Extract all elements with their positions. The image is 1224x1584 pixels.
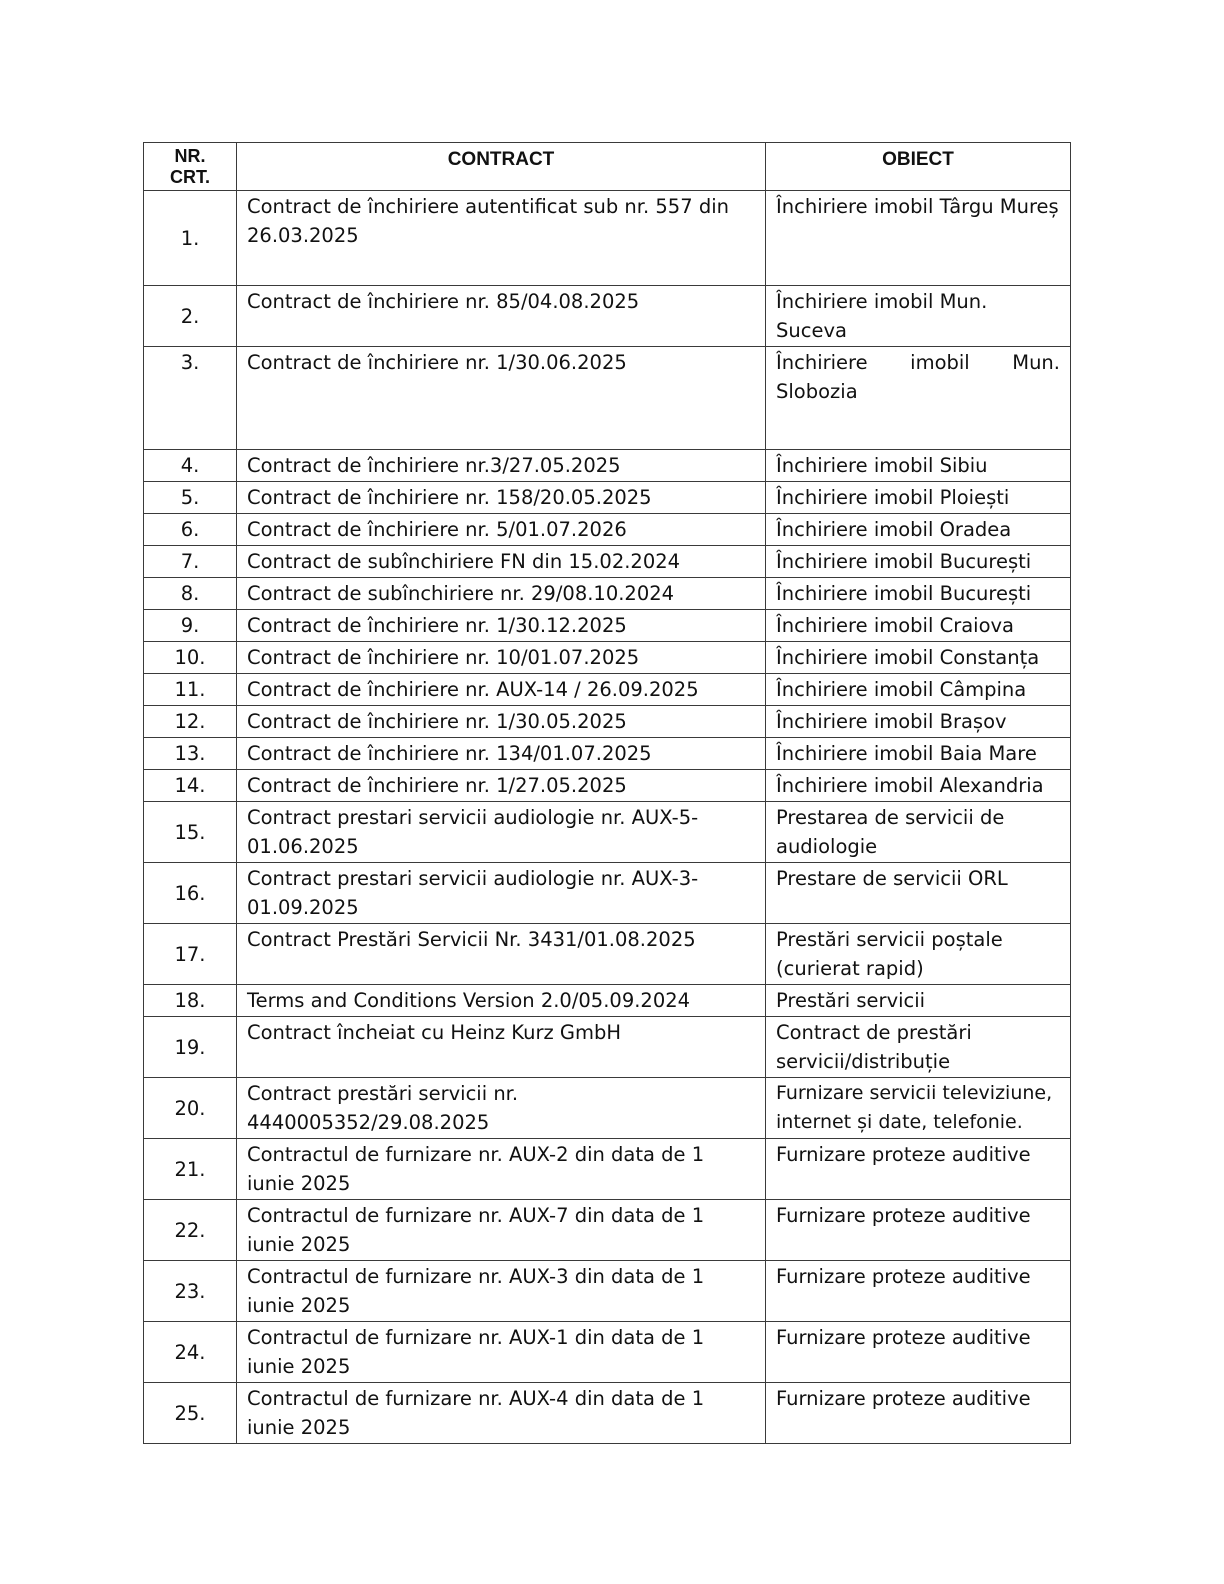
row-number: 20. — [144, 1078, 237, 1139]
table-row — [144, 706, 1071, 738]
row-number: 21. — [144, 1139, 237, 1200]
table-row — [144, 674, 1071, 706]
row-contract: Contract încheiat cu Heinz Kurz GmbH — [237, 1017, 766, 1078]
row-contract: Contract de închiriere nr. 134/01.07.2025 — [237, 738, 766, 770]
row-contract: Terms and Conditions Version 2.0/05.09.2024 — [237, 985, 766, 1017]
table-row — [144, 482, 1071, 514]
row-obiect: Închiriere imobil Craiova — [766, 610, 1071, 642]
row-obiect: Furnizare proteze auditive — [766, 1383, 1071, 1444]
row-number: 25. — [144, 1383, 237, 1444]
row-contract: Contract de închiriere nr. 158/20.05.2025 — [237, 482, 766, 514]
row-number: 5. — [144, 482, 237, 514]
table-row — [144, 191, 1071, 286]
row-obiect: Închiriere imobil Mun. Slobozia — [766, 347, 1071, 450]
row-number: 4. — [144, 450, 237, 482]
row-obiect: Prestări servicii poștale (curierat rapid) — [766, 924, 1071, 985]
row-number: 16. — [144, 863, 237, 924]
row-contract: Contract de închiriere autentificat sub nr. 557 din 26.03.2025 — [237, 191, 766, 286]
row-obiect: Contract de prestări servicii/distribuție — [766, 1017, 1071, 1078]
row-contract: Contract Prestări Servicii Nr. 3431/01.08.2025 — [237, 924, 766, 985]
table-row — [144, 286, 1071, 347]
table-row — [144, 770, 1071, 802]
row-contract: Contract de închiriere nr. 1/30.12.2025 — [237, 610, 766, 642]
contracts-table — [143, 142, 1071, 1444]
table-row — [144, 863, 1071, 924]
row-number: 15. — [144, 802, 237, 863]
row-obiect: Furnizare proteze auditive — [766, 1139, 1071, 1200]
row-obiect: Închiriere imobil Baia Mare — [766, 738, 1071, 770]
row-number: 2. — [144, 286, 237, 347]
row-obiect: Prestări servicii — [766, 985, 1071, 1017]
row-contract: Contract de închiriere nr. 1/30.05.2025 — [237, 706, 766, 738]
row-number: 24. — [144, 1322, 237, 1383]
row-number: 14. — [144, 770, 237, 802]
row-number: 1. — [144, 191, 237, 286]
row-number: 9. — [144, 610, 237, 642]
row-contract: Contract de subînchiriere nr. 29/08.10.2024 — [237, 578, 766, 610]
row-contract: Contract de închiriere nr. 10/01.07.2025 — [237, 642, 766, 674]
row-contract: Contract de închiriere nr. 5/01.07.2026 — [237, 514, 766, 546]
table-row — [144, 1139, 1071, 1200]
row-number: 19. — [144, 1017, 237, 1078]
row-number: 17. — [144, 924, 237, 985]
table-row — [144, 450, 1071, 482]
header-contract: CONTRACT — [237, 143, 766, 191]
table-row — [144, 802, 1071, 863]
row-contract: Contractul de furnizare nr. AUX-4 din data de 1 iunie 2025 — [237, 1383, 766, 1444]
row-contract: Contractul de furnizare nr. AUX-2 din data de 1 iunie 2025 — [237, 1139, 766, 1200]
row-obiect: Închiriere imobil Constanța — [766, 642, 1071, 674]
table-header-row — [144, 143, 1071, 191]
header-nr-line2: CRT. — [170, 167, 210, 187]
table-row — [144, 514, 1071, 546]
row-number: 12. — [144, 706, 237, 738]
row-number: 23. — [144, 1261, 237, 1322]
header-nr-line1: NR. — [174, 146, 206, 166]
row-contract: Contract de închiriere nr. 1/30.06.2025 — [237, 347, 766, 450]
row-contract: Contract prestări servicii nr. 4440005352/29.08.2025 — [237, 1078, 766, 1139]
header-nr-crt — [144, 143, 237, 191]
row-obiect: Furnizare proteze auditive — [766, 1322, 1071, 1383]
row-contract: Contract de închiriere nr.3/27.05.2025 — [237, 450, 766, 482]
row-contract: Contract prestari servicii audiologie nr. AUX-5-01.06.2025 — [237, 802, 766, 863]
row-obiect: Închiriere imobil Câmpina — [766, 674, 1071, 706]
table-row — [144, 1383, 1071, 1444]
row-obiect: Închiriere imobil Brașov — [766, 706, 1071, 738]
table-row — [144, 578, 1071, 610]
row-number: 22. — [144, 1200, 237, 1261]
table-row — [144, 738, 1071, 770]
row-contract: Contract de subînchiriere FN din 15.02.2024 — [237, 546, 766, 578]
table-row — [144, 924, 1071, 985]
row-number: 11. — [144, 674, 237, 706]
row-contract: Contractul de furnizare nr. AUX-3 din data de 1 iunie 2025 — [237, 1261, 766, 1322]
row-obiect: Furnizare proteze auditive — [766, 1261, 1071, 1322]
row-number: 6. — [144, 514, 237, 546]
row-number: 13. — [144, 738, 237, 770]
row-contract: Contract prestari servicii audiologie nr. AUX-3-01.09.2025 — [237, 863, 766, 924]
row-obiect: Furnizare proteze auditive — [766, 1200, 1071, 1261]
row-number: 18. — [144, 985, 237, 1017]
header-obiect: OBIECT — [766, 143, 1071, 191]
row-contract: Contract de închiriere nr. 1/27.05.2025 — [237, 770, 766, 802]
row-contract: Contract de închiriere nr. 85/04.08.2025 — [237, 286, 766, 347]
row-obiect: Închiriere imobil Mun. Suceva — [766, 286, 1071, 347]
row-obiect: Închiriere imobil Târgu Mureș — [766, 191, 1071, 286]
row-contract: Contractul de furnizare nr. AUX-7 din data de 1 iunie 2025 — [237, 1200, 766, 1261]
row-obiect: Prestarea de servicii de audiologie — [766, 802, 1071, 863]
table-row — [144, 1322, 1071, 1383]
row-contract: Contract de închiriere nr. AUX-14 / 26.09.2025 — [237, 674, 766, 706]
row-obiect: Închiriere imobil Sibiu — [766, 450, 1071, 482]
row-obiect: Închiriere imobil Alexandria — [766, 770, 1071, 802]
row-obiect: Prestare de servicii ORL — [766, 863, 1071, 924]
table-row — [144, 1261, 1071, 1322]
row-number: 10. — [144, 642, 237, 674]
row-obiect: Închiriere imobil Ploiești — [766, 482, 1071, 514]
table-row — [144, 1078, 1071, 1139]
row-obiect: Închiriere imobil București — [766, 578, 1071, 610]
row-number: 7. — [144, 546, 237, 578]
table-row — [144, 985, 1071, 1017]
row-obiect: Închiriere imobil București — [766, 546, 1071, 578]
table-row — [144, 1200, 1071, 1261]
table-row — [144, 1017, 1071, 1078]
table-row — [144, 642, 1071, 674]
row-number: 3. — [144, 347, 237, 450]
table-row — [144, 610, 1071, 642]
table-row — [144, 347, 1071, 450]
row-obiect: Închiriere imobil Oradea — [766, 514, 1071, 546]
row-contract: Contractul de furnizare nr. AUX-1 din data de 1 iunie 2025 — [237, 1322, 766, 1383]
row-number: 8. — [144, 578, 237, 610]
table-row — [144, 546, 1071, 578]
row-obiect: Furnizare servicii televiziune, internet și date, telefonie. — [766, 1078, 1071, 1139]
